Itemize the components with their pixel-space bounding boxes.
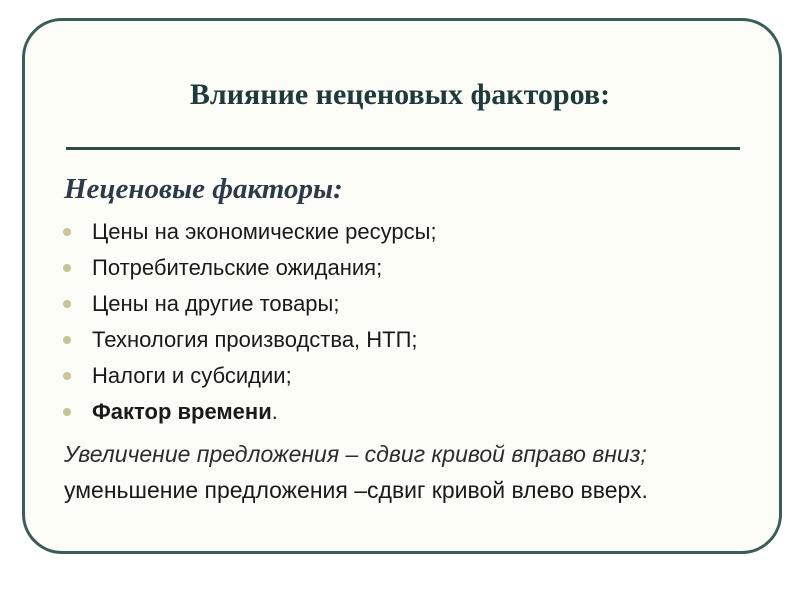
title-divider <box>66 147 740 150</box>
list-item-text: Цены на экономические ресурсы; <box>92 219 437 244</box>
list-item <box>60 286 437 322</box>
subheading: Неценовые факторы: <box>64 173 343 205</box>
conclusion-text <box>64 436 744 508</box>
list-item-suffix: . <box>271 399 278 424</box>
list-item <box>60 358 437 394</box>
list-item-text: Налоги и субсидии; <box>92 363 292 388</box>
bullet-icon <box>63 336 71 344</box>
list-item <box>60 322 437 358</box>
list-item <box>60 214 437 250</box>
title-prefix: Влияние <box>189 78 316 111</box>
list-item <box>60 250 437 286</box>
bullet-icon <box>63 228 71 236</box>
list-item <box>60 394 437 430</box>
bullet-icon <box>63 300 71 308</box>
bullet-icon <box>63 408 71 416</box>
conclusion-italic: Увеличение предложения – сдвиг кривой вправо вниз; <box>64 441 647 467</box>
slide-title <box>0 75 800 115</box>
list-item-text: Фактор времени <box>92 399 272 424</box>
list-item-text: Цены на другие товары; <box>92 291 340 316</box>
bullet-icon <box>63 372 71 380</box>
list-item-text: Потребительские ожидания; <box>92 255 383 280</box>
title-colon: : <box>600 78 611 111</box>
title-suffix: факторов <box>463 78 601 111</box>
conclusion-regular: уменьшение предложения –сдвиг кривой влево вверх. <box>64 477 648 503</box>
list-item-text: Технология производства, НТП; <box>92 327 418 352</box>
title-bold-word: неценовых <box>315 78 464 111</box>
bullet-icon <box>63 264 71 272</box>
factor-list <box>60 214 437 430</box>
